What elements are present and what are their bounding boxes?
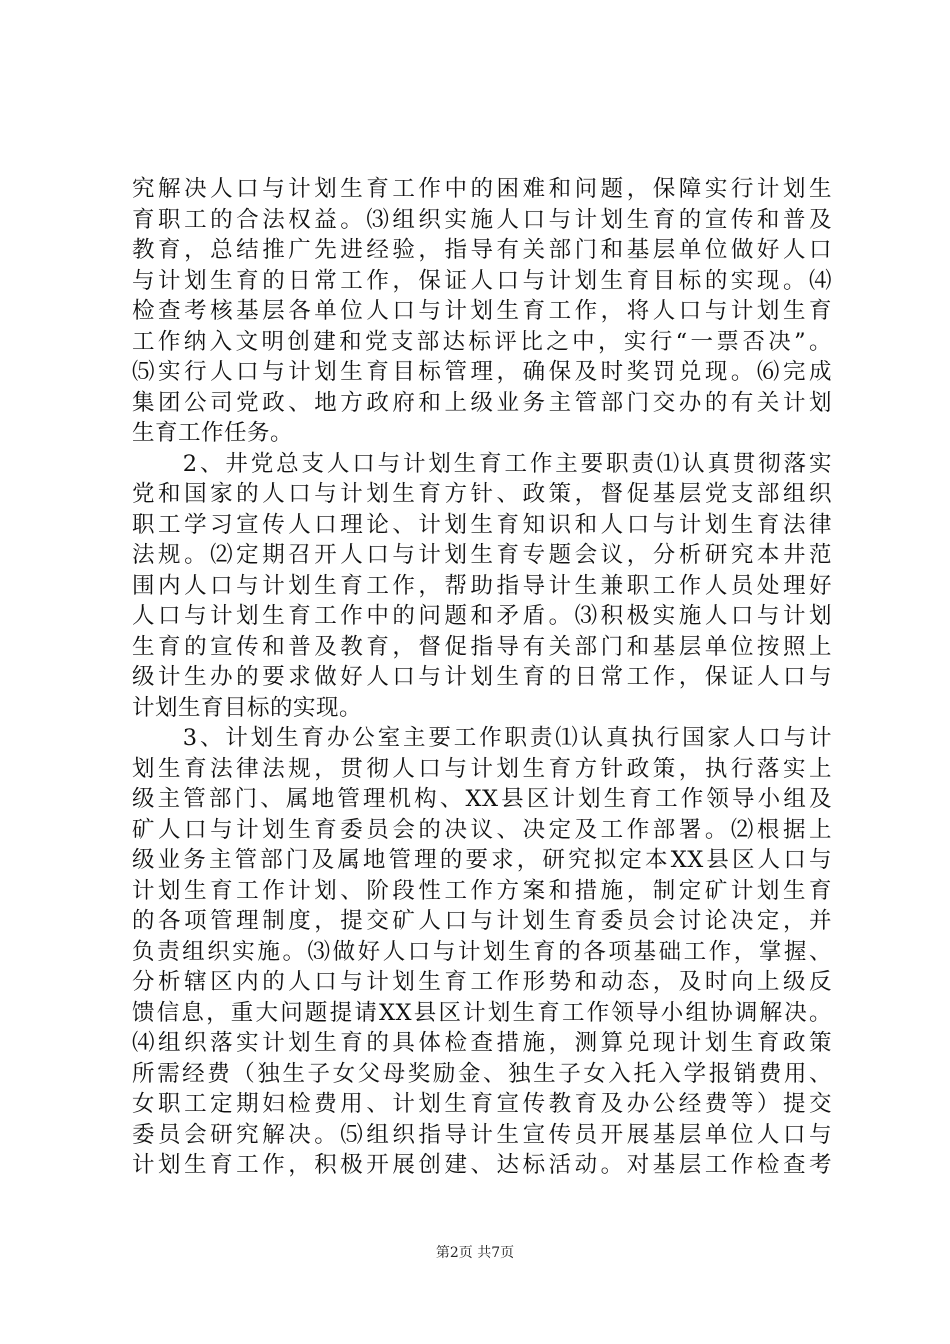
text-line: ⑷组织落实计划生育的具体检查措施，测算兑现计划生育政策: [132, 1030, 832, 1056]
text-line: 职工学习宣传人口理论、计划生育知识和人口与计划生育法律: [132, 511, 832, 538]
text-line: 生育工作任务。: [132, 420, 294, 446]
text-line: 的各项管理制度，提交矿人口与计划生育委员会讨论决定，并: [132, 908, 832, 934]
text-line: 育职工的合法权益。⑶组织实施人口与计划生育的宣传和普及: [132, 206, 832, 233]
text-line: 2、井党总支人口与计划生育工作主要职责⑴认真贯彻落实: [132, 450, 832, 477]
text-line: 计划生育工作计划、阶段性工作方案和措施，制定矿计划生育: [132, 877, 832, 904]
document-body: [132, 174, 832, 1181]
text-line: 馈信息，重大问题提请XX县区计划生育工作领导小组协调解决。: [132, 999, 832, 1026]
text-line: 检查考核基层各单位人口与计划生育工作，将人口与计划生育: [132, 298, 832, 324]
text-line: 3、计划生育办公室主要工作职责⑴认真执行国家人口与计: [132, 725, 832, 751]
text-line: 级主管部门、属地管理机构、XX县区计划生育工作领导小组及: [132, 786, 832, 812]
text-line: 计划生育目标的实现。: [132, 694, 363, 721]
text-line: 级业务主管部门及属地管理的要求，研究拟定本XX县区人口与: [132, 847, 832, 873]
page-footer: 第2页 共7页: [435, 1245, 515, 1261]
text-line: 党和国家的人口与计划生育方针、政策，督促基层党支部组织: [132, 481, 832, 507]
text-line: 矿人口与计划生育委员会的决议、决定及工作部署。⑵根据上: [132, 816, 832, 843]
text-line: 教育，总结推广先进经验，指导有关部门和基层单位做好人口: [132, 237, 832, 263]
text-line: 级计生办的要求做好人口与计划生育的日常工作，保证人口与: [132, 664, 832, 690]
text-line: 集团公司党政、地方政府和上级业务主管部门交办的有关计划: [132, 389, 832, 416]
text-line: 究解决人口与计划生育工作中的困难和问题，保障实行计划生: [132, 176, 832, 202]
text-line: ⑸实行人口与计划生育目标管理，确保及时奖罚兑现。⑹完成: [132, 359, 832, 385]
text-line: 人口与计划生育工作中的问题和矛盾。⑶积极实施人口与计划: [132, 603, 832, 629]
text-line: 生育的宣传和普及教育，督促指导有关部门和基层单位按照上: [132, 633, 832, 660]
text-line: 工作纳入文明创建和党支部达标评比之中，实行“一票否决”。: [132, 328, 832, 355]
text-line: 所需经费（独生子女父母奖励金、独生子女入托入学报销费用、: [132, 1060, 832, 1087]
text-line: 计划生育工作，积极开展创建、达标活动。对基层工作检查考: [132, 1152, 832, 1178]
text-line: 负责组织实施。⑶做好人口与计划生育的各项基础工作，掌握、: [132, 938, 832, 965]
text-line: 法规。⑵定期召开人口与计划生育专题会议，分析研究本井范: [132, 542, 832, 568]
text-line: 委员会研究解决。⑸组织指导计生宣传员开展基层单位人口与: [132, 1121, 832, 1148]
text-line: 划生育法律法规，贯彻人口与计划生育方针政策，执行落实上: [132, 755, 832, 782]
text-line: 围内人口与计划生育工作，帮助指导计生兼职工作人员处理好: [132, 572, 832, 599]
text-line: 与计划生育的日常工作，保证人口与计划生育目标的实现。⑷: [132, 267, 832, 294]
text-line: 分析辖区内的人口与计划生育工作形势和动态，及时向上级反: [132, 969, 832, 995]
text-line: 女职工定期妇检费用、计划生育宣传教育及办公经费等）提交: [132, 1091, 832, 1117]
